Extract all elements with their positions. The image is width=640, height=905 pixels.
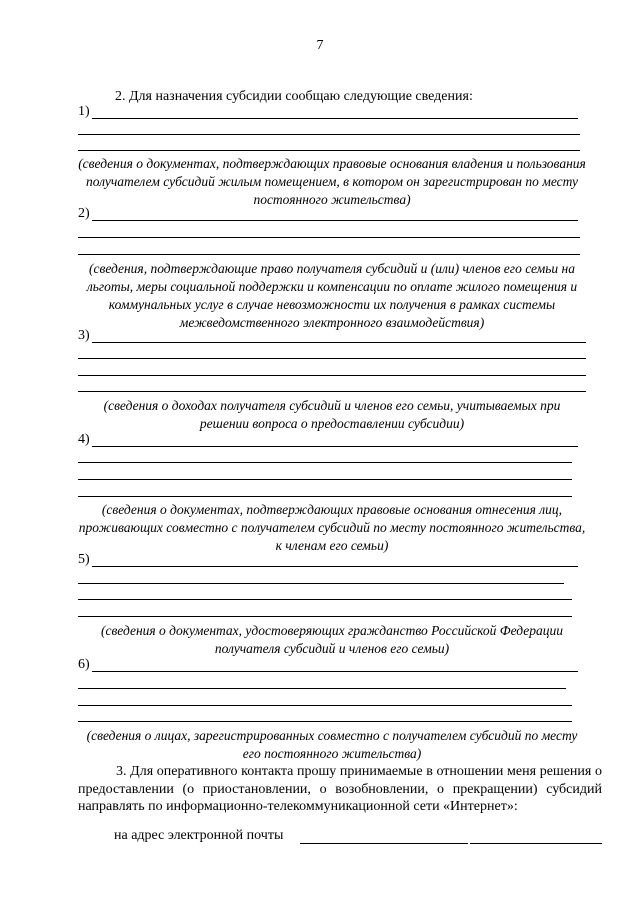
item-4-line-4 xyxy=(78,496,572,497)
item-2-line-3 xyxy=(78,254,580,255)
item-4-number: 4) xyxy=(78,432,90,447)
email-label: на адрес электронной почты xyxy=(114,828,284,843)
item-3-line-2 xyxy=(78,358,586,359)
item-4-line-1 xyxy=(92,446,578,447)
page-number: 7 xyxy=(316,38,324,53)
item-1-line-3 xyxy=(78,150,580,151)
section-2-intro: 2. Для назначения субсидии сообщаю следующие сведения: xyxy=(115,89,473,104)
item-6-number: 6) xyxy=(78,657,90,672)
item-4-line-3 xyxy=(78,479,572,480)
email-line-1 xyxy=(300,843,468,844)
item-3-line-3 xyxy=(78,375,586,376)
item-3-line-4 xyxy=(78,391,586,392)
item-3-number: 3) xyxy=(78,328,90,343)
item-4-note: (сведения о документах, подтверждающих правовые основания отнесения лиц, проживающих совместно с получателем субсидий по месту постоянного жительства, к членам его семьи) xyxy=(78,502,586,553)
item-6-note: (сведения о лицах, зарегистрированных совместно с получателем субсидий по месту его постоянного жительства) xyxy=(86,728,578,761)
item-6-line-3 xyxy=(78,705,572,706)
item-3-note: (сведения о доходах получателя субсидий и членов его семьи, учитываемых при решении вопроса о предоставлении субсидии) xyxy=(103,398,561,431)
section-3-paragraph: 3. Для оперативного контакта прошу принимаемые в отношении меня решения о предоставлении (о приостановлении, о возобновлении, о прекращении) субсидий направлять по информационно-телекоммуникационной сети «Интернет»: xyxy=(78,764,602,814)
item-6-line-2 xyxy=(78,688,566,689)
item-3-line-1 xyxy=(92,342,586,343)
item-5-number: 5) xyxy=(78,552,90,567)
email-line-2 xyxy=(470,843,602,844)
item-5-line-4 xyxy=(78,616,572,617)
item-5-line-1 xyxy=(92,566,578,567)
item-2-note: (сведения, подтверждающие право получателя субсидий и (или) членов его семьи на льготы, меры социальной поддержки и компенсации по оплате жилого помещения и коммунальных услуг в случае невозможности их получения в рамках системы межведомственного электронного взаимодействия) xyxy=(86,261,578,330)
item-1-line-2 xyxy=(78,134,580,135)
item-1-note: (сведения о документах, подтверждающих правовые основания владения и пользования получателем субсидий жилым помещением, в котором он зарегистрирован по месту постоянного жительства) xyxy=(78,156,586,207)
item-2-line-1 xyxy=(92,220,578,221)
item-4-line-2 xyxy=(78,462,572,463)
item-5-note: (сведения о документах, удостоверяющих гражданство Российской Федерации получателя субсидий и членов его семьи) xyxy=(100,623,564,656)
item-5-line-3 xyxy=(78,599,572,600)
item-1-number: 1) xyxy=(78,104,90,119)
item-1-line-1 xyxy=(92,118,578,119)
item-2-number: 2) xyxy=(78,206,90,221)
item-2-line-2 xyxy=(78,237,580,238)
item-5-line-2 xyxy=(78,583,564,584)
item-6-line-4 xyxy=(78,721,572,722)
item-6-line-1 xyxy=(92,671,578,672)
